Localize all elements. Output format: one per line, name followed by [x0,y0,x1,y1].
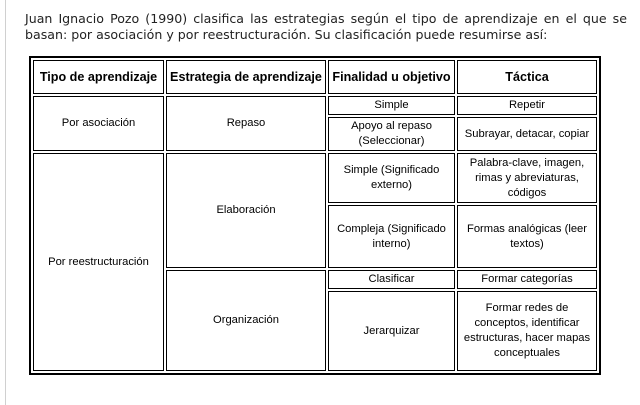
finalidad-cell: Simple [328,96,455,115]
tactica-cell: Palabra-clave, imagen, rimas y abreviaturas, códigos [457,153,597,203]
tactica-cell: Formar redes de conceptos, identificar estructuras, hacer mapas conceptuales [457,291,597,371]
finalidad-cell: Jerarquizar [328,291,455,371]
finalidad-cell: Apoyo al repaso (Seleccionar) [328,117,455,151]
finalidad-cell: Clasificar [328,270,455,289]
intro-paragraph: Juan Ignacio Pozo (1990) clasifica las estrategias según el tipo de aprendizaje en el que se basan: por asociación y por reestructuración. Su clasificación puede resumirse así: [25,11,627,42]
learning-strategies-table [29,56,601,375]
header-tactica: Táctica [457,60,597,94]
tipo-reestructuracion: Por reestructuración [33,153,164,371]
header-tipo: Tipo de aprendizaje [33,60,164,94]
estrategia-organizacion: Organización [166,270,326,371]
table-row [33,96,597,115]
table-row [33,153,597,203]
tactica-cell: Repetir [457,96,597,115]
finalidad-cell: Simple (Significado externo) [328,153,455,203]
tactica-cell: Subrayar, detacar, copiar [457,117,597,151]
estrategia-elaboracion: Elaboración [166,153,326,268]
finalidad-cell: Compleja (Significado interno) [328,205,455,268]
header-estrategia: Estrategia de aprendizaje [166,60,326,94]
tactica-cell: Formas analógicas (leer textos) [457,205,597,268]
left-margin-rule [5,0,6,405]
table-header-row [33,60,597,94]
estrategia-repaso: Repaso [166,96,326,151]
tactica-cell: Formar categorías [457,270,597,289]
tipo-asociacion: Por asociación [33,96,164,151]
header-finalidad: Finalidad u objetivo [328,60,455,94]
